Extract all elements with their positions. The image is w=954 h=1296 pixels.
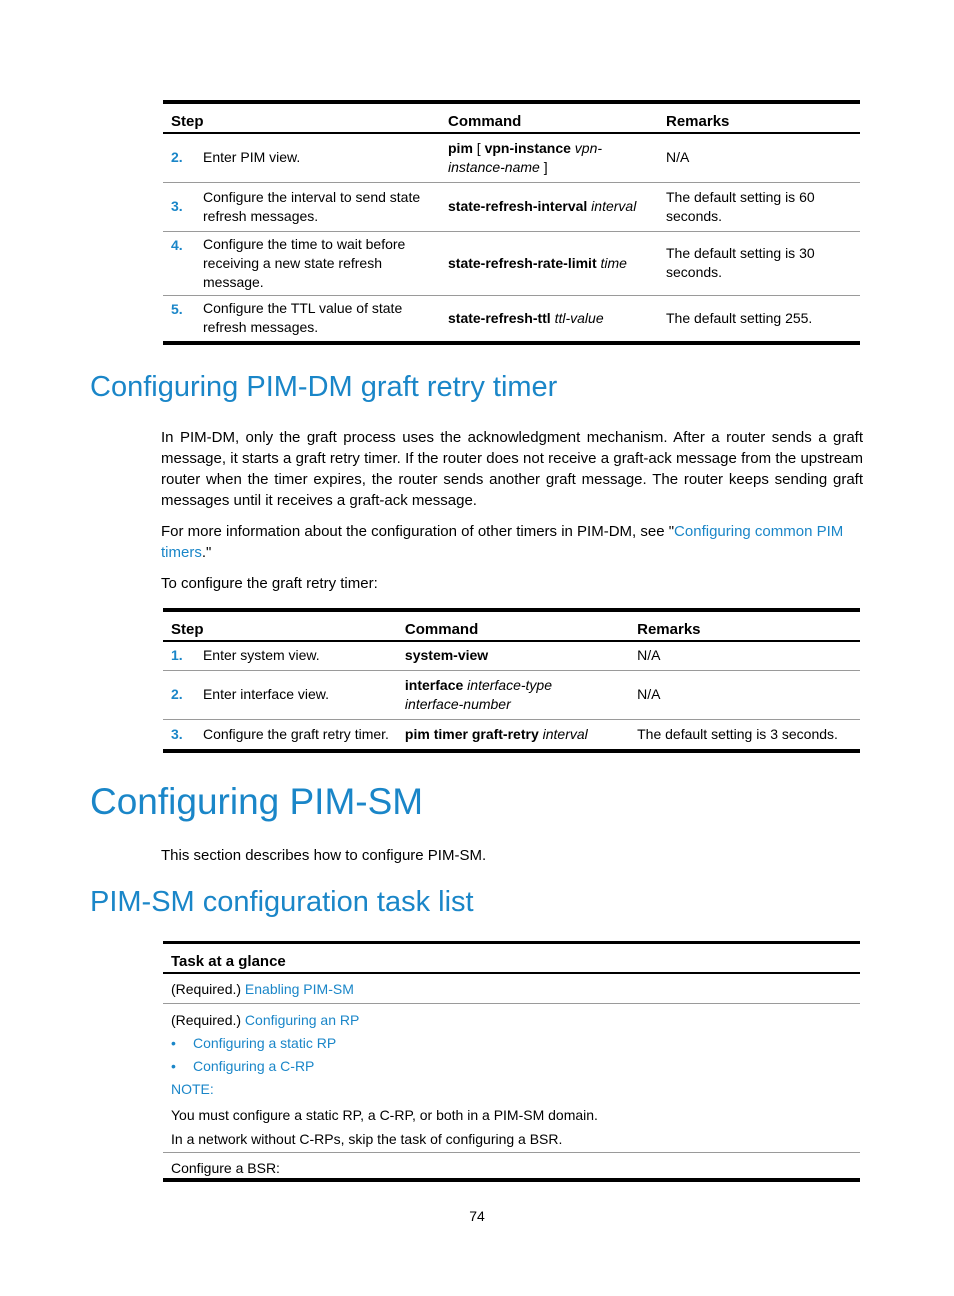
step-number: 4. <box>163 231 195 295</box>
table-header-command: Command <box>440 102 658 133</box>
section-title-graft-retry: Configuring PIM-DM graft retry timer <box>90 371 558 403</box>
step-command <box>397 641 629 670</box>
paragraph <box>161 521 863 563</box>
command-argument: time <box>596 254 627 271</box>
step-number: 2. <box>163 670 195 719</box>
command-argument: interval <box>538 725 588 742</box>
step-command <box>440 295 658 343</box>
table-1 <box>163 100 860 345</box>
command-keyword: pim <box>448 139 473 156</box>
link-configuring-a-c-rp[interactable]: Configuring a C-RP <box>193 1058 315 1074</box>
step-description: Enter system view. <box>195 641 397 670</box>
command-keyword: state-refresh-interval <box>448 198 588 214</box>
step-description: Enter PIM view. <box>195 133 440 182</box>
command-argument: ttl-value <box>550 309 604 326</box>
command-argument: interface-type interface-number <box>404 676 552 712</box>
paragraph: In PIM-DM, only the graft process uses the acknowledgment mechanism. After a router sends a graft message, it starts a graft retry timer. If the router does not receive a graft-ack message from the upstream router when the timer expires, the router sends another graft message. The router keeps sending graft messages until it receives a graft-ack message. <box>161 429 863 509</box>
table-row <box>163 182 860 231</box>
paragraph: To configure the graft retry timer: <box>161 575 378 592</box>
table-header-remarks: Remarks <box>629 610 860 641</box>
command-keyword: system-view <box>404 647 489 664</box>
link-configuring-a-static-rp[interactable]: Configuring a static RP <box>193 1035 337 1051</box>
table-row <box>163 641 860 670</box>
task-table <box>163 941 860 1182</box>
step-number: 1. <box>163 641 195 670</box>
bullet-item <box>171 1056 852 1079</box>
command-argument: interval <box>587 198 637 214</box>
step-description: Configure the interval to send state refresh messages. <box>195 182 440 231</box>
table-header-remarks: Remarks <box>658 102 860 133</box>
step-command <box>397 670 629 719</box>
note-text: You must configure a static RP, a C-RP, or both in a PIM-SM domain. <box>171 1107 598 1123</box>
section-title-task-list: PIM-SM configuration task list <box>90 886 474 918</box>
command-syntax: [ <box>472 139 485 156</box>
command-keyword: pim timer graft-retry <box>404 725 539 742</box>
task-row: Configure a BSR: <box>163 1153 860 1182</box>
table-row <box>163 231 860 295</box>
step-description: Configure the time to wait before receiving a new state refresh message. <box>195 231 440 295</box>
page-number: 74 <box>469 1208 485 1224</box>
step-number: 3. <box>163 719 195 751</box>
command-syntax: ] <box>539 158 548 175</box>
link-configuring-an-rp[interactable]: Configuring an RP <box>244 1012 360 1028</box>
bullet-icon: • <box>171 1058 176 1074</box>
paragraph-text: ." <box>201 544 212 561</box>
note-text: In a network without C-RPs, skip the task of configuring a BSR. <box>171 1131 563 1147</box>
step-remarks: N/A <box>629 670 860 719</box>
table-row <box>163 295 860 343</box>
bullet-icon: • <box>171 1035 176 1051</box>
command-keyword: interface <box>404 676 464 693</box>
command-keyword: state-refresh-rate-limit <box>448 254 597 271</box>
task-row <box>163 1004 860 1153</box>
table-2 <box>163 608 860 753</box>
table-row <box>163 133 860 182</box>
step-description: Configure the graft retry timer. <box>195 719 397 751</box>
table-row <box>163 719 860 751</box>
link-configuring-common-pim-timers[interactable]: Configuring common PIM timers <box>161 523 844 561</box>
step-number: 3. <box>163 182 195 231</box>
step-command <box>397 719 629 751</box>
chapter-title: Configuring PIM-SM <box>90 781 424 822</box>
bullet-item <box>171 1033 852 1056</box>
step-remarks: The default setting 255. <box>658 295 860 343</box>
step-remarks: N/A <box>658 133 860 182</box>
table-header-step: Step <box>163 610 397 641</box>
step-description: Enter interface view. <box>195 670 397 719</box>
paragraph-text: For more information about the configuration of other timers in PIM-DM, see " <box>161 523 675 540</box>
command-keyword: vpn-instance <box>484 139 571 156</box>
step-remarks: N/A <box>629 641 860 670</box>
command-keyword: state-refresh-ttl <box>448 309 551 326</box>
task-required-label: (Required.) <box>171 1012 242 1028</box>
task-table-header: Task at a glance <box>163 944 860 974</box>
link-enabling-pim-sm[interactable]: Enabling PIM-SM <box>244 981 354 997</box>
table-row <box>163 670 860 719</box>
note-label: NOTE: <box>171 1081 214 1097</box>
step-remarks: The default setting is 30 seconds. <box>658 231 860 295</box>
step-description: Configure the TTL value of state refresh messages. <box>195 295 440 343</box>
task-required-label: (Required.) <box>171 981 242 997</box>
step-number: 5. <box>163 295 195 343</box>
step-command <box>440 182 658 231</box>
step-remarks: The default setting is 60 seconds. <box>658 182 860 231</box>
task-row <box>163 974 860 1004</box>
table-header-step: Step <box>163 102 440 133</box>
command-argument: vpn-instance-name <box>448 139 603 175</box>
step-command <box>440 231 658 295</box>
paragraph: This section describes how to configure PIM-SM. <box>161 847 487 864</box>
step-remarks: The default setting is 3 seconds. <box>629 719 860 751</box>
table-header-command: Command <box>397 610 629 641</box>
step-number: 2. <box>163 133 195 182</box>
step-command <box>440 133 658 182</box>
